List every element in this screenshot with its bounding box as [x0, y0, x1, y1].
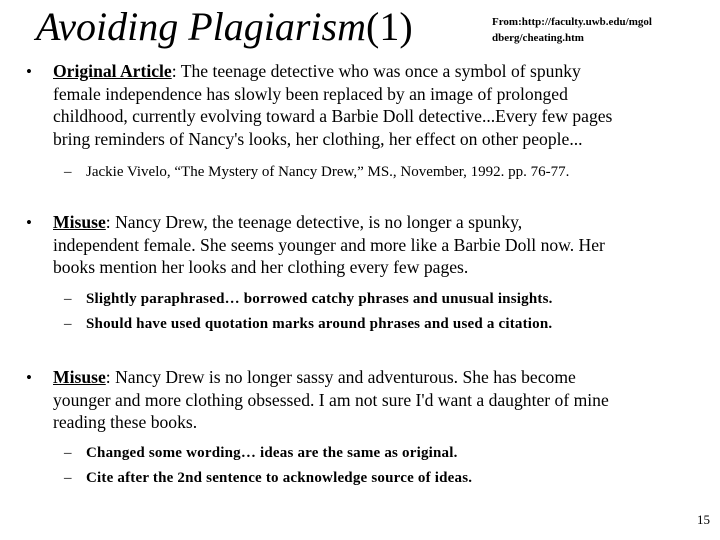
- sub-bullet-marker: –: [64, 164, 72, 180]
- bullet-heading: Misuse: [53, 367, 106, 387]
- bullet-heading: Misuse: [53, 212, 106, 232]
- page-number: 15: [697, 512, 710, 527]
- bullet-line: Misuse: Nancy Drew, the teenage detective, is no longer a spunky,: [53, 212, 523, 232]
- slide-title-number: (1): [366, 4, 413, 49]
- sub-bullet-text: Jackie Vivelo, “The Mystery of Nancy Drew,” MS., November, 1992. pp. 76-77.: [86, 164, 570, 180]
- sub-bullet-text: Should have used quotation marks around phrases and used a citation.: [86, 316, 553, 332]
- bullet-line: childhood, currently evolving toward a Barbie Doll detective...Every few pages: [53, 106, 613, 126]
- bullet-line: independent female. She seems younger and more like a Barbie Doll now. Her: [53, 234, 605, 255]
- bullet-body: [53, 211, 703, 279]
- sub-bullet-marker: –: [64, 445, 72, 461]
- source-citation: [492, 14, 714, 46]
- source-line-1: From:http://faculty.uwb.edu/mgol: [492, 16, 652, 28]
- sub-bullet-text: Cite after the 2nd sentence to acknowledge source of ideas.: [86, 470, 473, 486]
- bullet-marker: •: [26, 368, 32, 387]
- bullet-line: books mention her looks and her clothing every few pages.: [53, 257, 469, 277]
- sub-bullet-marker: –: [64, 316, 72, 332]
- bullet-line: female independence has slowly been replaced by an image of prolonged: [53, 83, 568, 104]
- sub-bullet-text: Slightly paraphrased… borrowed catchy phrases and unusual insights.: [86, 291, 553, 307]
- slide-title: [36, 4, 413, 50]
- bullet-heading: Original Article: [53, 61, 172, 81]
- sub-bullet-marker: –: [64, 291, 72, 307]
- bullet-body: [53, 60, 703, 150]
- sub-bullet-marker: –: [64, 470, 72, 486]
- bullet-line: Original Article: The teenage detective who was once a symbol of spunky: [53, 61, 581, 81]
- slide-title-text: Avoiding Plagiarism: [36, 4, 366, 49]
- bullet-line: Misuse: Nancy Drew is no longer sassy and adventurous. She has become: [53, 367, 576, 387]
- bullet-line: bring reminders of Nancy's looks, her clothing, her effect on other people...: [53, 128, 583, 149]
- bullet-marker: •: [26, 62, 32, 81]
- bullet-line: younger and more clothing obsessed. I am not sure I'd want a daughter of mine: [53, 389, 609, 410]
- sub-bullet-text: Changed some wording… ideas are the same as original.: [86, 445, 458, 461]
- bullet-marker: •: [26, 213, 32, 232]
- bullet-line: reading these books.: [53, 412, 198, 432]
- bullet-body: [53, 366, 703, 434]
- source-line-2: dberg/cheating.htm: [492, 32, 584, 44]
